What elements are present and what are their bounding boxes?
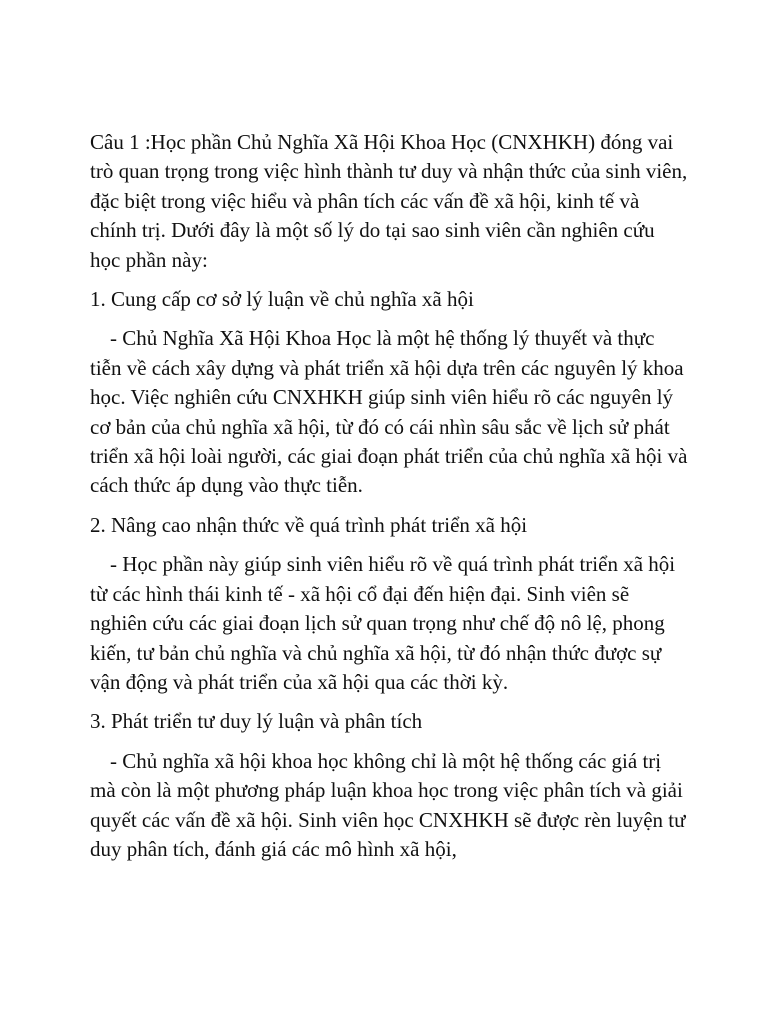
section-heading-3: 3. Phát triển tư duy lý luận và phân tích bbox=[90, 709, 423, 734]
section-body-3: - Chủ nghĩa xã hội khoa học không chỉ là một hệ thống các giá trị mà còn là một phương pháp luận khoa học trong việc phân tích và giải quyết các vấn đề xã hội. Sinh viên học CNXHKH sẽ được rèn luyện tư duy phân tích, đánh giá các mô hình xã hội, bbox=[90, 748, 686, 861]
section-heading-1: 1. Cung cấp cơ sở lý luận về chủ nghĩa xã hội bbox=[90, 287, 474, 312]
document-page bbox=[90, 128, 690, 874]
section-body-2: - Học phần này giúp sinh viên hiểu rõ về quá trình phát triển xã hội từ các hình thái kinh tế - xã hội cổ đại đến hiện đại. Sinh viên sẽ nghiên cứu các giai đoạn lịch sử quan trọng như chế độ nô lệ, phong kiến, tư bản chủ nghĩa và chủ nghĩa xã hội, từ đó nhận thức được sự vận động và phát triển của xã hội qua các thời kỳ. bbox=[90, 552, 676, 694]
section-body-1: - Chủ Nghĩa Xã Hội Khoa Học là một hệ thống lý thuyết và thực tiễn về cách xây dựng và phát triển xã hội dựa trên các nguyên lý khoa học. Việc nghiên cứu CNXHKH giúp sinh viên hiểu rõ các nguyên lý cơ bản của chủ nghĩa xã hội, từ đó có cái nhìn sâu sắc về lịch sử phát triển xã hội loài người, các giai đoạn phát triển của chủ nghĩa xã hội và cách thức áp dụng vào thực tiễn. bbox=[90, 326, 688, 498]
section-heading-2: 2. Nâng cao nhận thức về quá trình phát triển xã hội bbox=[90, 512, 528, 537]
intro-paragraph: Câu 1 :Học phần Chủ Nghĩa Xã Hội Khoa Học (CNXHKH) đóng vai trò quan trọng trong việc hình thành tư duy và nhận thức của sinh viên, đặc biệt trong việc hiểu và phân tích các vấn đề xã hội, kinh tế và chính trị. Dưới đây là một số lý do tại sao sinh viên cần nghiên cứu học phần này: bbox=[90, 130, 688, 272]
